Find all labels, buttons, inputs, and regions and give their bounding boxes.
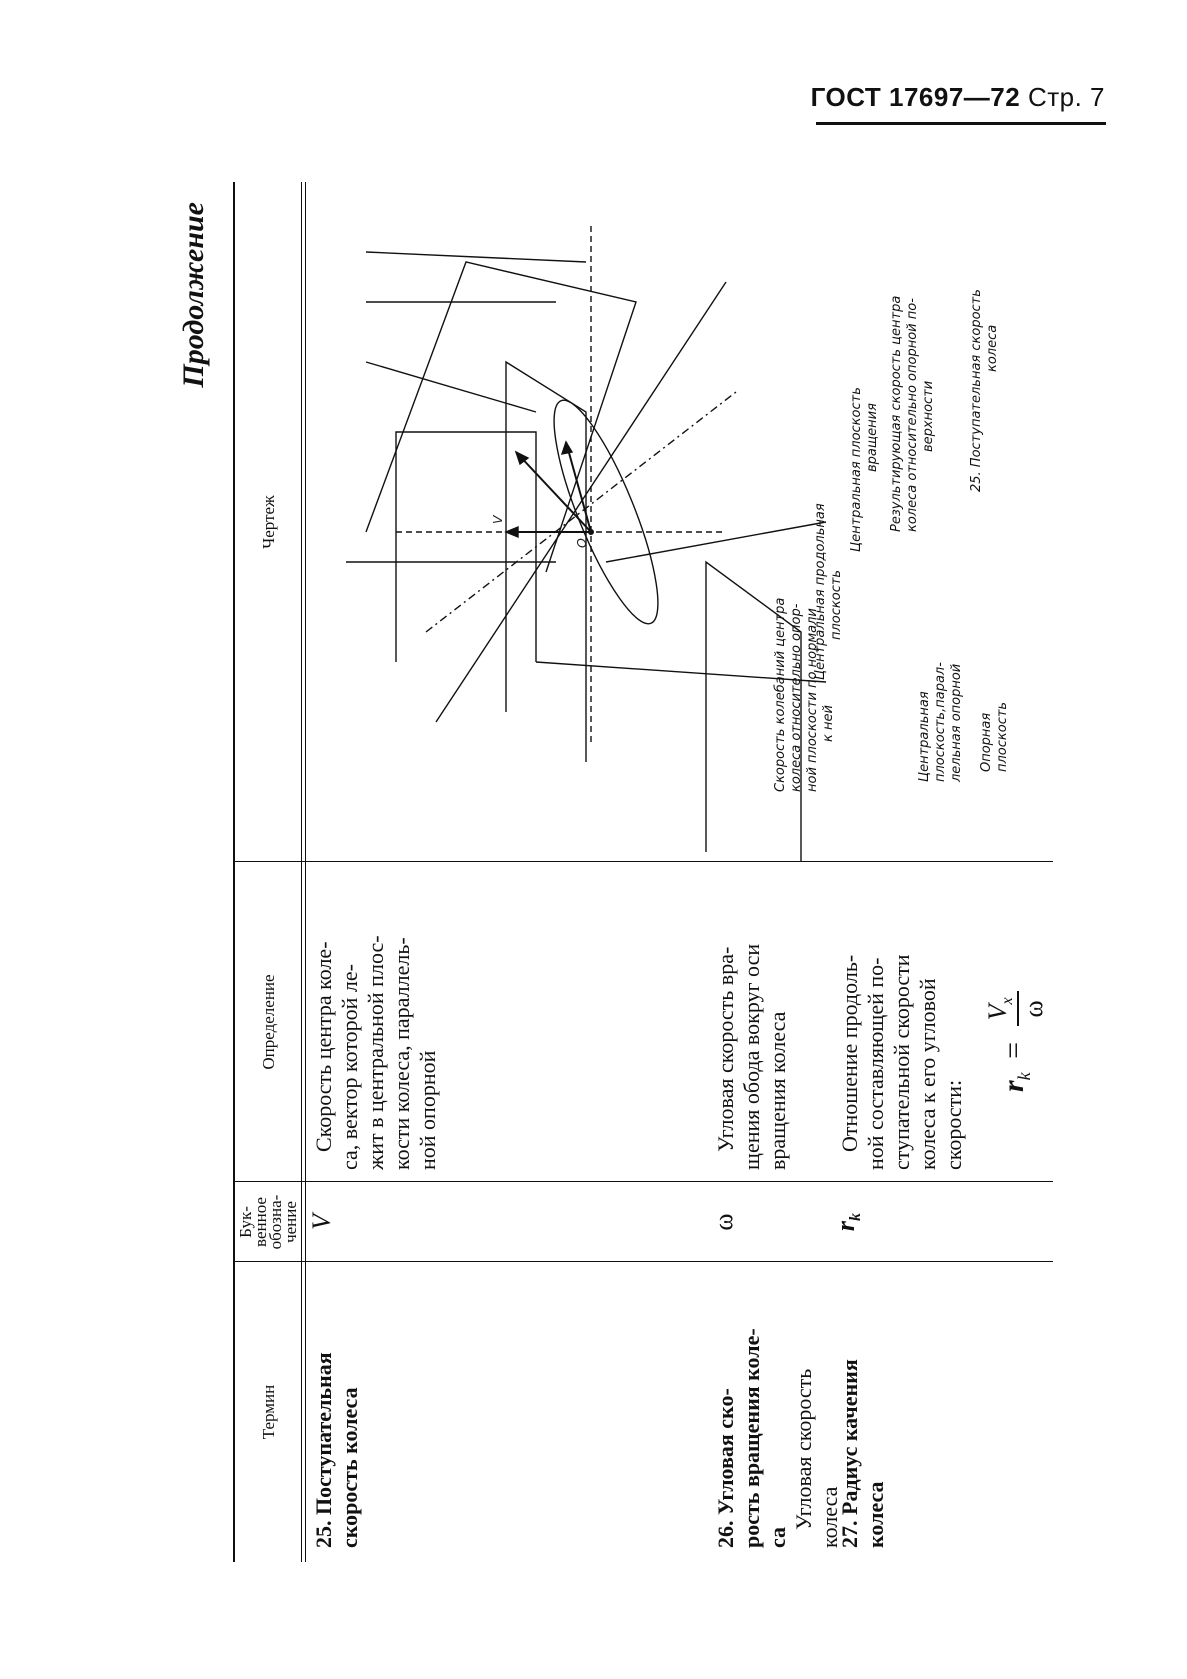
term-26: 26. Угловая ско- рость вращения коле- са Угловая скорость колеса [713,1328,842,1548]
page-number: Стр. 7 [1027,82,1105,112]
label-central-longitudinal: Центральная продольная плоскость [813,503,844,680]
header-symbol: Бук- венное обозна- чение [236,1194,300,1250]
central-longitudinal-plane [396,432,536,662]
label-resultant-velocity: Результирующая скорость центра колеса относительно опорной по- верхности [889,295,936,532]
standard-number: ГОСТ 17697—72 [810,82,1021,112]
col-divider-term [233,1261,1053,1262]
definition-26: Угловая скорость вра- щения обода вокруг оси вращения колеса [713,943,790,1170]
definition-27: Отношение продоль- ной составляющей по- ступательной скорости колеса к его угловой скорости: [837,954,966,1170]
rolling-radius-formula: $r_k$ = $V_x$ ω [983,991,1049,1092]
symbol-27: $r_k$ [831,1212,865,1232]
header-bottom-rule [301,182,302,1562]
label-oscillation-velocity: Скорость колебаний центра колеса относительно опор- ной плоскости по нормали к ней [773,597,836,792]
label-translational-velocity: 25. Поступательная скорость колеса [969,289,1000,492]
label-central-rotation: Центральная плоскость вращения [849,387,880,552]
header-term: Термин [258,1384,278,1440]
label-central-parallel-plane: Центральная плоскость,парал- лельная опорной [917,662,964,782]
wheel-center-point [588,529,594,535]
terms-table [173,182,1053,1562]
label-v: V [490,515,505,524]
page-header [811,82,1105,113]
definition-25: Скорость центра коле- са, вектор которой ле- жит в центральной плос- кости колеса, параллель- ной опорной [311,935,440,1170]
continuation-label: Продолжение [177,202,210,388]
symbol-26: ω [709,1213,738,1231]
header-definition: Определение [258,974,278,1070]
wheel-ellipse [535,390,677,634]
label-support-plane: Опорная плоскость [979,701,1010,772]
term-25: 25. Поступательная скорость колеса [311,1352,362,1548]
header-drawing: Чертеж [258,495,278,549]
label-o: O [574,538,589,548]
symbol-25: V [307,1214,336,1230]
term-27: 27. Радиус качения колеса [837,1359,888,1548]
central-rotation-plane [366,262,636,572]
formula-fraction: $V_x$ ω [983,991,1049,1026]
header-rule [816,122,1106,125]
col-divider-symbol [233,1181,1053,1182]
rotated-table-page [173,182,1053,1562]
